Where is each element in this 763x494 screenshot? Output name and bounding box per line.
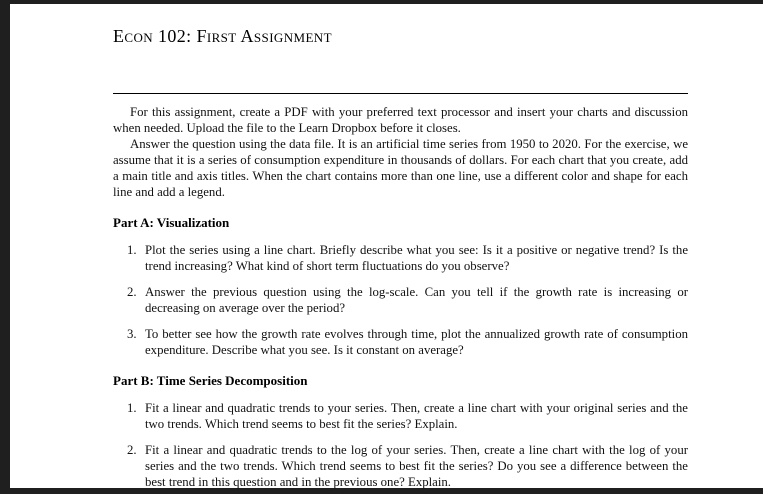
list-item-number: 2. — [127, 285, 137, 299]
list-item-text: Fit a linear and quadratic trends to the log of your series. Then, create a line chart with the log of your series and the two trends. Which trend seems to best fit the series? Do you see a difference between the best trend in this question and in the previous one? Explain. — [145, 443, 688, 489]
list-item-text: Fit a linear and quadratic trends to your series. Then, create a line chart with your original series and the two trends. Which trend seems to best fit the series? Explain. — [145, 401, 688, 431]
list-item-text: To better see how the growth rate evolves through time, plot the annualized growth rate of consumption expenditure. Describe what you see. Is it constant on average? — [145, 327, 688, 357]
section-heading-part-b: Part B: Time Series Decomposition — [113, 373, 308, 388]
list-item-number: 3. — [127, 327, 137, 341]
list-item-text: Plot the series using a line chart. Briefly describe what you see: Is it a positive or negative trend? Is the trend increasing? What kind of short term fluctuations do you observe? — [145, 243, 688, 273]
list-item-number: 1. — [127, 401, 137, 415]
intro-paragraph-1: For this assignment, create a PDF with your preferred text processor and insert your charts and discussion when needed. Upload the file to the Learn Dropbox before it closes. — [113, 105, 688, 135]
list-item-number: 2. — [127, 443, 137, 457]
part-a-list — [113, 242, 688, 358]
intro-paragraph-2: Answer the question using the data file. It is an artificial time series from 1950 to 2020. For the exercise, we assume that it is a series of consumption expenditure in thousands of dollars. For each chart that you create, add a main title and axis titles. When the chart contains more than one line, use a different color and shape for each line and add a legend. — [113, 137, 688, 199]
list-item — [113, 326, 688, 358]
section-heading-part-a: Part A: Visualization — [113, 215, 230, 230]
document-page — [113, 4, 688, 490]
document-title: Econ 102: First Assignment — [113, 26, 332, 46]
title-rule — [113, 93, 688, 94]
list-item — [113, 242, 688, 274]
part-b-list — [113, 400, 688, 490]
list-item — [113, 284, 688, 316]
list-item — [113, 400, 688, 432]
list-item-text: Answer the previous question using the log-scale. Can you tell if the growth rate is increasing or decreasing on average over the period? — [145, 285, 688, 315]
list-item — [113, 442, 688, 490]
list-item-number: 1. — [127, 243, 137, 257]
